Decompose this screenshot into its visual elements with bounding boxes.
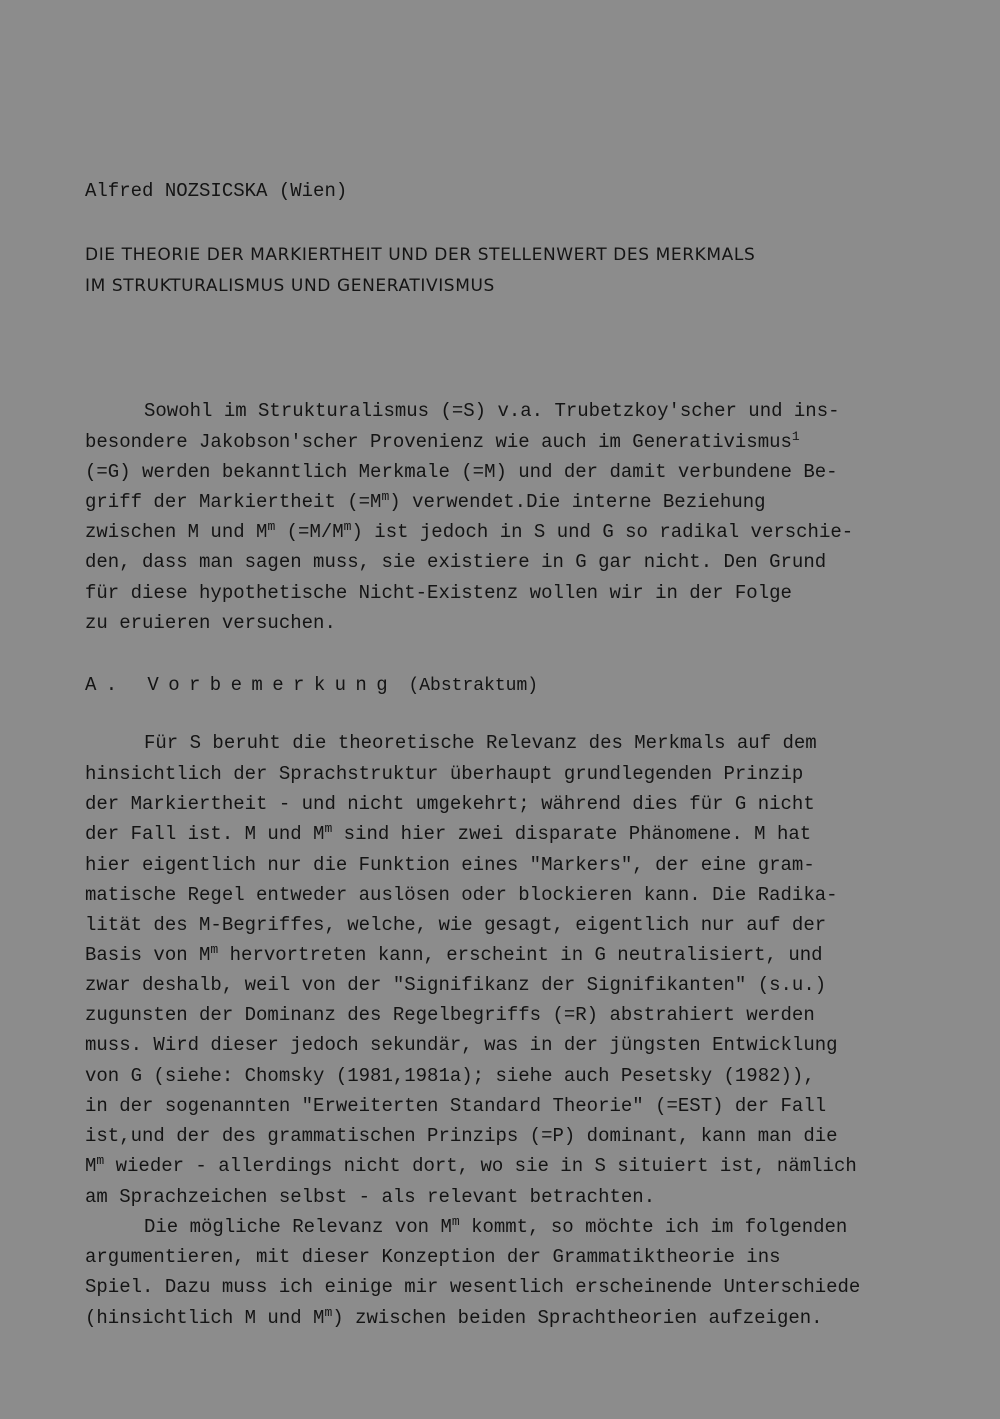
intro-line-8: zu eruieren versuchen. (85, 612, 336, 634)
intro-line-7: für diese hypothetische Nicht-Existenz wollen wir in der Folge (85, 582, 792, 604)
para-a1-line-1: Für S beruht die theoretische Relevanz des Merkmals auf dem (144, 732, 817, 754)
intro-line-5: zwischen M und $M^m$ $(=M/M^m)$ ist jedoch in S und G so radikal verschie- (85, 519, 854, 543)
para-a1-line-6: matische Regel entweder auslösen oder blockieren kann. Die Radika- (85, 884, 838, 906)
para-a1-line-3: der Markiertheit - und nicht umgekehrt; während dies für G nicht (85, 793, 815, 815)
para-a1-line-15: $M^m$ wieder - allerdings nicht dort, wo sie in S situiert ist, nämlich (85, 1153, 857, 1177)
para-a2-line-3: Spiel. Dazu muss ich einige mir wesentlich erscheinende Unterschiede (85, 1276, 861, 1298)
para-a1-line-12: von G (siehe: Chomsky (1981,1981a); siehe auch Pesetsky (1982)), (85, 1065, 815, 1087)
para-a1-line-4: der Fall ist. M und $M^m$ sind hier zwei disparate Phänomene. M hat (85, 821, 812, 845)
para-a1-line-14: ist,und der des grammatischen Prinzips (=P) dominant, kann man die (85, 1125, 838, 1147)
para-a1-line-11: muss. Wird dieser jedoch sekundär, was in der jüngsten Entwicklung (85, 1034, 838, 1056)
para-a2-line-1: Die mögliche Relevanz von $M^m$ kommt, so möchte ich im folgenden (144, 1214, 848, 1238)
footnote-marker: 1 (791, 429, 800, 444)
author-line: Alfred NOZSICSKA (Wien) (85, 180, 348, 202)
para-a1-line-2: hinsichtlich der Sprachstruktur überhaupt grundlegenden Prinzip (85, 763, 804, 785)
para-a1-line-13: in der sogenannten "Erweiterten Standard Theorie" (=EST) der Fall (85, 1095, 827, 1117)
intro-line-3: (=G) werden bekanntlich Merkmale (=M) und der damit verbundene Be- (85, 461, 838, 483)
para-a1-line-7: lität des M-Begriffes, welche, wie gesagt, eigentlich nur auf der (85, 914, 827, 936)
para-a1-line-10: zugunsten der Dominanz des Regelbegriffs (=R) abstrahiert werden (85, 1004, 815, 1026)
para-a1-line-9: zwar deshalb, weil von der "Signifikanz der Signifikanten" (s.u.) (85, 974, 827, 996)
title-line-2: IM STRUKTURALISMUS UND GENERATIVISMUS (85, 276, 495, 296)
para-a2-line-4: (hinsichtlich M und $M^m$) zwischen beiden Sprachtheorien aufzeigen. (85, 1305, 823, 1329)
intro-line-4: griff der Markiertheit $(=M^m)$ verwendet.Die interne Beziehung (85, 489, 766, 513)
para-a1-line-8: Basis von $M^m$ hervortreten kann, erscheint in G neutralisiert, und (85, 942, 823, 966)
title-line-1: DIE THEORIE DER MARKIERTHEIT UND DER STELLENWERT DES MERKMALS (85, 245, 756, 265)
para-a2-line-2: argumentieren, mit dieser Konzeption der Grammatiktheorie ins (85, 1246, 781, 1268)
section-heading: A. Vorbemerkung (Abstraktum) (85, 674, 539, 696)
intro-line-2: besondere Jakobson'scher Provenienz wie auch im Generativismus$^1$ (85, 429, 800, 453)
para-a1-line-5: hier eigentlich nur die Funktion eines "Markers", der eine gram- (85, 854, 815, 876)
intro-line-6: den, dass man sagen muss, sie existiere in G gar nicht. Den Grund (85, 551, 827, 573)
intro-line-1: Sowohl im Strukturalismus (=S) v.a. Trubetzkoy'scher und ins- (144, 400, 840, 422)
para-a1-line-16: am Sprachzeichen selbst - als relevant betrachten. (85, 1186, 656, 1208)
